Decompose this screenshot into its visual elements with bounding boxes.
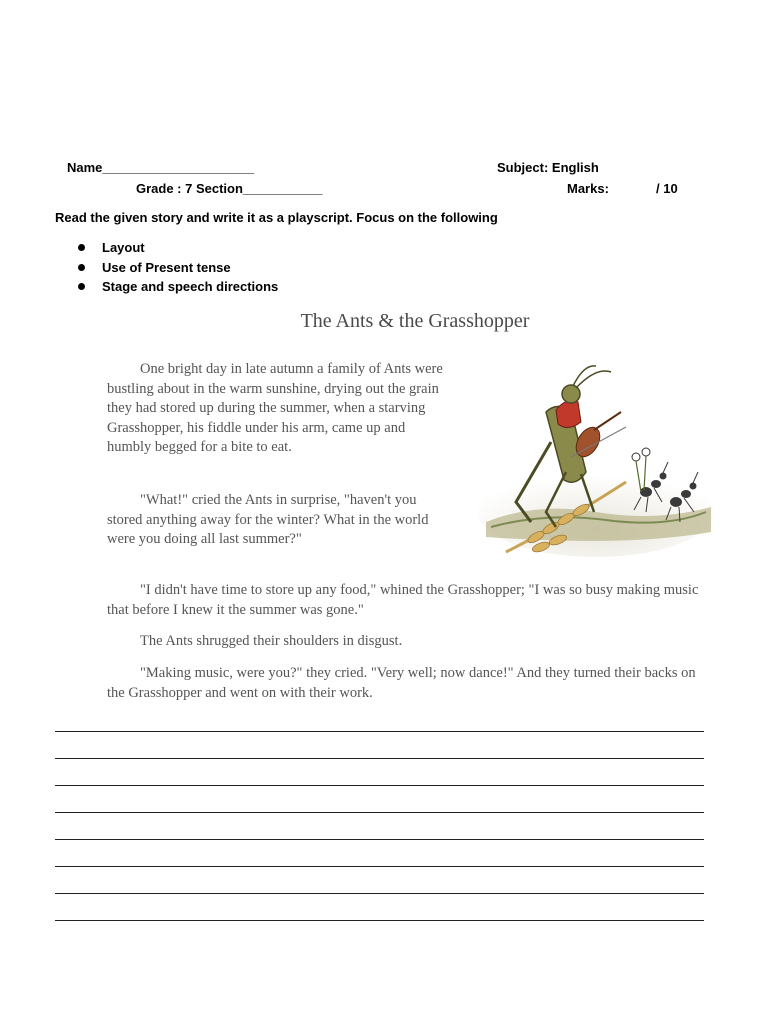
focus-point: Layout	[78, 238, 278, 258]
name-field[interactable]: Name_____________________	[67, 160, 255, 175]
answer-line[interactable]	[55, 893, 704, 894]
subject-label: Subject: English	[497, 160, 599, 175]
answer-line[interactable]	[55, 758, 704, 759]
story-paragraph: "What!" cried the Ants in surprise, "haven't you stored anything away for the winter? What in the world were you doing all last summer?"	[107, 492, 429, 548]
instruction-text: Read the given story and write it as a playscript. Focus on the following	[55, 210, 498, 225]
answer-line[interactable]	[55, 731, 704, 732]
focus-point: Use of Present tense	[78, 258, 278, 278]
story-paragraph: The Ants shrugged their shoulders in disgust.	[140, 633, 403, 649]
focus-points-list	[78, 238, 278, 297]
answer-line[interactable]	[55, 812, 704, 813]
focus-point: Stage and speech directions	[78, 277, 278, 297]
grasshopper-illustration-icon	[476, 362, 716, 562]
answer-line[interactable]	[55, 920, 704, 921]
grade-section-field[interactable]: Grade : 7 Section___________	[136, 181, 323, 196]
story-paragraph: One bright day in late autumn a family of Ants were bustling about in the warm sunshine, drying out the grain they had stored up during the summer, when a starving Grasshopper, his fiddle under his arm, came up and humbly begged for a bite to eat.	[107, 361, 443, 456]
answer-line[interactable]	[55, 866, 704, 867]
marks-label: Marks:	[567, 181, 609, 196]
answer-line[interactable]	[55, 785, 704, 786]
story-title: The Ants & the Grasshopper	[300, 310, 530, 332]
bullet-icon	[78, 283, 85, 290]
bullet-icon	[78, 264, 85, 271]
story-paragraph: "I didn't have time to store up any food," whined the Grasshopper; "I was so busy making music that before I knew it the summer was gone."	[107, 582, 699, 618]
bullet-icon	[78, 244, 85, 251]
story-paragraph: "Making music, were you?" they cried. "Very well; now dance!" And they turned their backs on the Grasshopper and went on with their work.	[107, 665, 696, 701]
marks-total: / 10	[656, 181, 678, 196]
answer-line[interactable]	[55, 839, 704, 840]
